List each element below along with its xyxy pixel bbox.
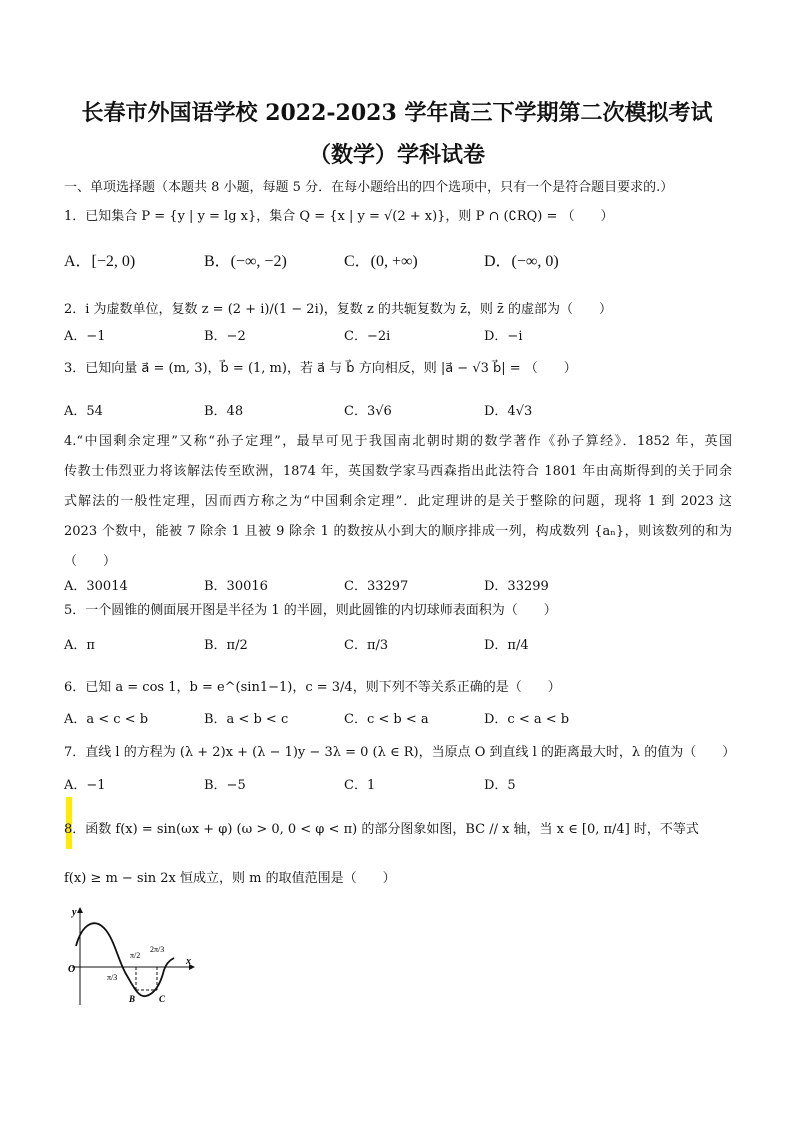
question-8-stem-line2: f(x) ≥ m − sin 2x 恒成立，则 m 的取值范围是（ ） bbox=[64, 871, 396, 886]
option-b: B．(−∞, −2) bbox=[204, 253, 287, 270]
exam-subtitle: （数学）学科试卷 bbox=[308, 142, 485, 168]
point-b-label: B bbox=[129, 994, 136, 1004]
option-a: A．[−2, 0) bbox=[64, 253, 136, 270]
option-c: C．3√6 bbox=[344, 404, 392, 419]
option-a: A．−1 bbox=[64, 329, 106, 344]
option-d: D．33299 bbox=[484, 579, 549, 594]
option-b: B．−5 bbox=[204, 778, 246, 793]
option-c: C．1 bbox=[344, 778, 376, 793]
question-2-stem: 2．i 为虚数单位，复数 z = (2 + i)/(1 − 2i)，复数 z 的共轭复数为 z̄，则 z̄ 的虚部为（ ） bbox=[64, 302, 613, 317]
option-c: C．c < b < a bbox=[344, 712, 429, 727]
sine-graph-figure bbox=[60, 900, 200, 1010]
question-4-stem bbox=[64, 427, 732, 577]
question-3-stem: 3．已知向量 a⃗ = (m, 3)，b⃗ = (1, m)，若 a⃗ 与 b⃗ 方向相反，则 |a⃗ − √3 b⃗| = （ ） bbox=[64, 361, 577, 376]
section-heading: 一、单项选择题（本题共 8 小题，每题 5 分．在每小题给出的四个选项中，只有一个是符合题目要求的.） bbox=[64, 180, 674, 195]
option-b: B．30016 bbox=[204, 579, 268, 594]
option-a: A．π bbox=[64, 638, 95, 653]
sine-curve bbox=[76, 923, 174, 996]
option-c: C．(0, +∞) bbox=[344, 253, 418, 270]
question-4-line: （ ） bbox=[64, 554, 117, 569]
tick-2pi-over-3: 2π/3 bbox=[150, 945, 165, 954]
option-b: B．48 bbox=[204, 404, 244, 419]
question-7-stem: 7．直线 l 的方程为 (λ + 2)x + (λ − 1)y − 3λ = 0 (λ ∈ R)，当原点 O 到直线 l 的距离最大时，λ 的值为（ ） bbox=[64, 745, 736, 760]
question-4-line: 传教士伟烈亚力将该解法传至欧洲，1874 年，英国数学家马西森指出此法符合 1801 年由高斯得到的关于同余 bbox=[64, 464, 732, 479]
x-axis-label: x bbox=[186, 956, 191, 967]
tick-pi-over-2: π/2 bbox=[130, 951, 141, 960]
option-c: C．33297 bbox=[344, 579, 409, 594]
question-5-stem: 5．一个圆锥的侧面展开图是半径为 1 的半圆，则此圆锥的内切球师表面积为（ ） bbox=[64, 603, 557, 618]
exam-title: 长春市外国语学校 2022-2023 学年高三下学期第二次模拟考试 bbox=[81, 100, 713, 126]
question-1-stem: 1．已知集合 P = {y | y = lg x}，集合 Q = {x | y = √(2 + x)}，则 P ∩ (∁RQ) = （ ） bbox=[64, 209, 614, 224]
option-a: A．−1 bbox=[64, 778, 106, 793]
option-d: D．π/4 bbox=[484, 638, 529, 653]
option-a: A．a < c < b bbox=[64, 712, 149, 727]
tick-pi-over-3: π/3 bbox=[107, 973, 118, 982]
question-4-line: 2023 个数中，能被 7 除余 1 且被 9 除余 1 的数按从小到大的顺序排成一列，构成数列 {aₙ}，则该数列的和为 bbox=[64, 524, 732, 539]
option-d: D．(−∞, 0) bbox=[484, 253, 559, 270]
option-b: B．−2 bbox=[204, 329, 246, 344]
option-b: B．a < b < c bbox=[204, 712, 289, 727]
question-4-line: 4.“中国剩余定理”又称“孙子定理”，最早可见于我国南北朝时期的数学著作《孙子算经》．1852 年，英国 bbox=[64, 434, 732, 449]
option-c: C．−2i bbox=[344, 329, 391, 344]
option-d: D．−i bbox=[484, 329, 523, 344]
option-d: D．4√3 bbox=[484, 404, 533, 419]
option-a: A．30014 bbox=[64, 579, 128, 594]
question-8-stem-line1: 8．函数 f(x) = sin(ωx + φ) (ω > 0, 0 < φ < π) 的部分图象如图，BC // x 轴，当 x ∈ [0, π/4] 时，不等式 bbox=[64, 822, 699, 837]
option-d: D．c < a < b bbox=[484, 712, 570, 727]
option-c: C．π/3 bbox=[344, 638, 389, 653]
y-axis-label: y bbox=[72, 907, 77, 918]
point-c-label: C bbox=[159, 994, 166, 1004]
option-a: A．54 bbox=[64, 404, 103, 419]
origin-label: O bbox=[68, 964, 76, 975]
question-6-stem: 6．已知 a = cos 1，b = e^(sin1−1)，c = 3/4，则下列不等关系正确的是（ ） bbox=[64, 680, 561, 695]
option-b: B．π/2 bbox=[204, 638, 248, 653]
option-d: D．5 bbox=[484, 778, 516, 793]
question-4-line: 式解法的一般性定理，因而西方称之为“中国剩余定理”．此定理讲的是关于整除的问题，现将 1 到 2023 这 bbox=[64, 494, 732, 509]
